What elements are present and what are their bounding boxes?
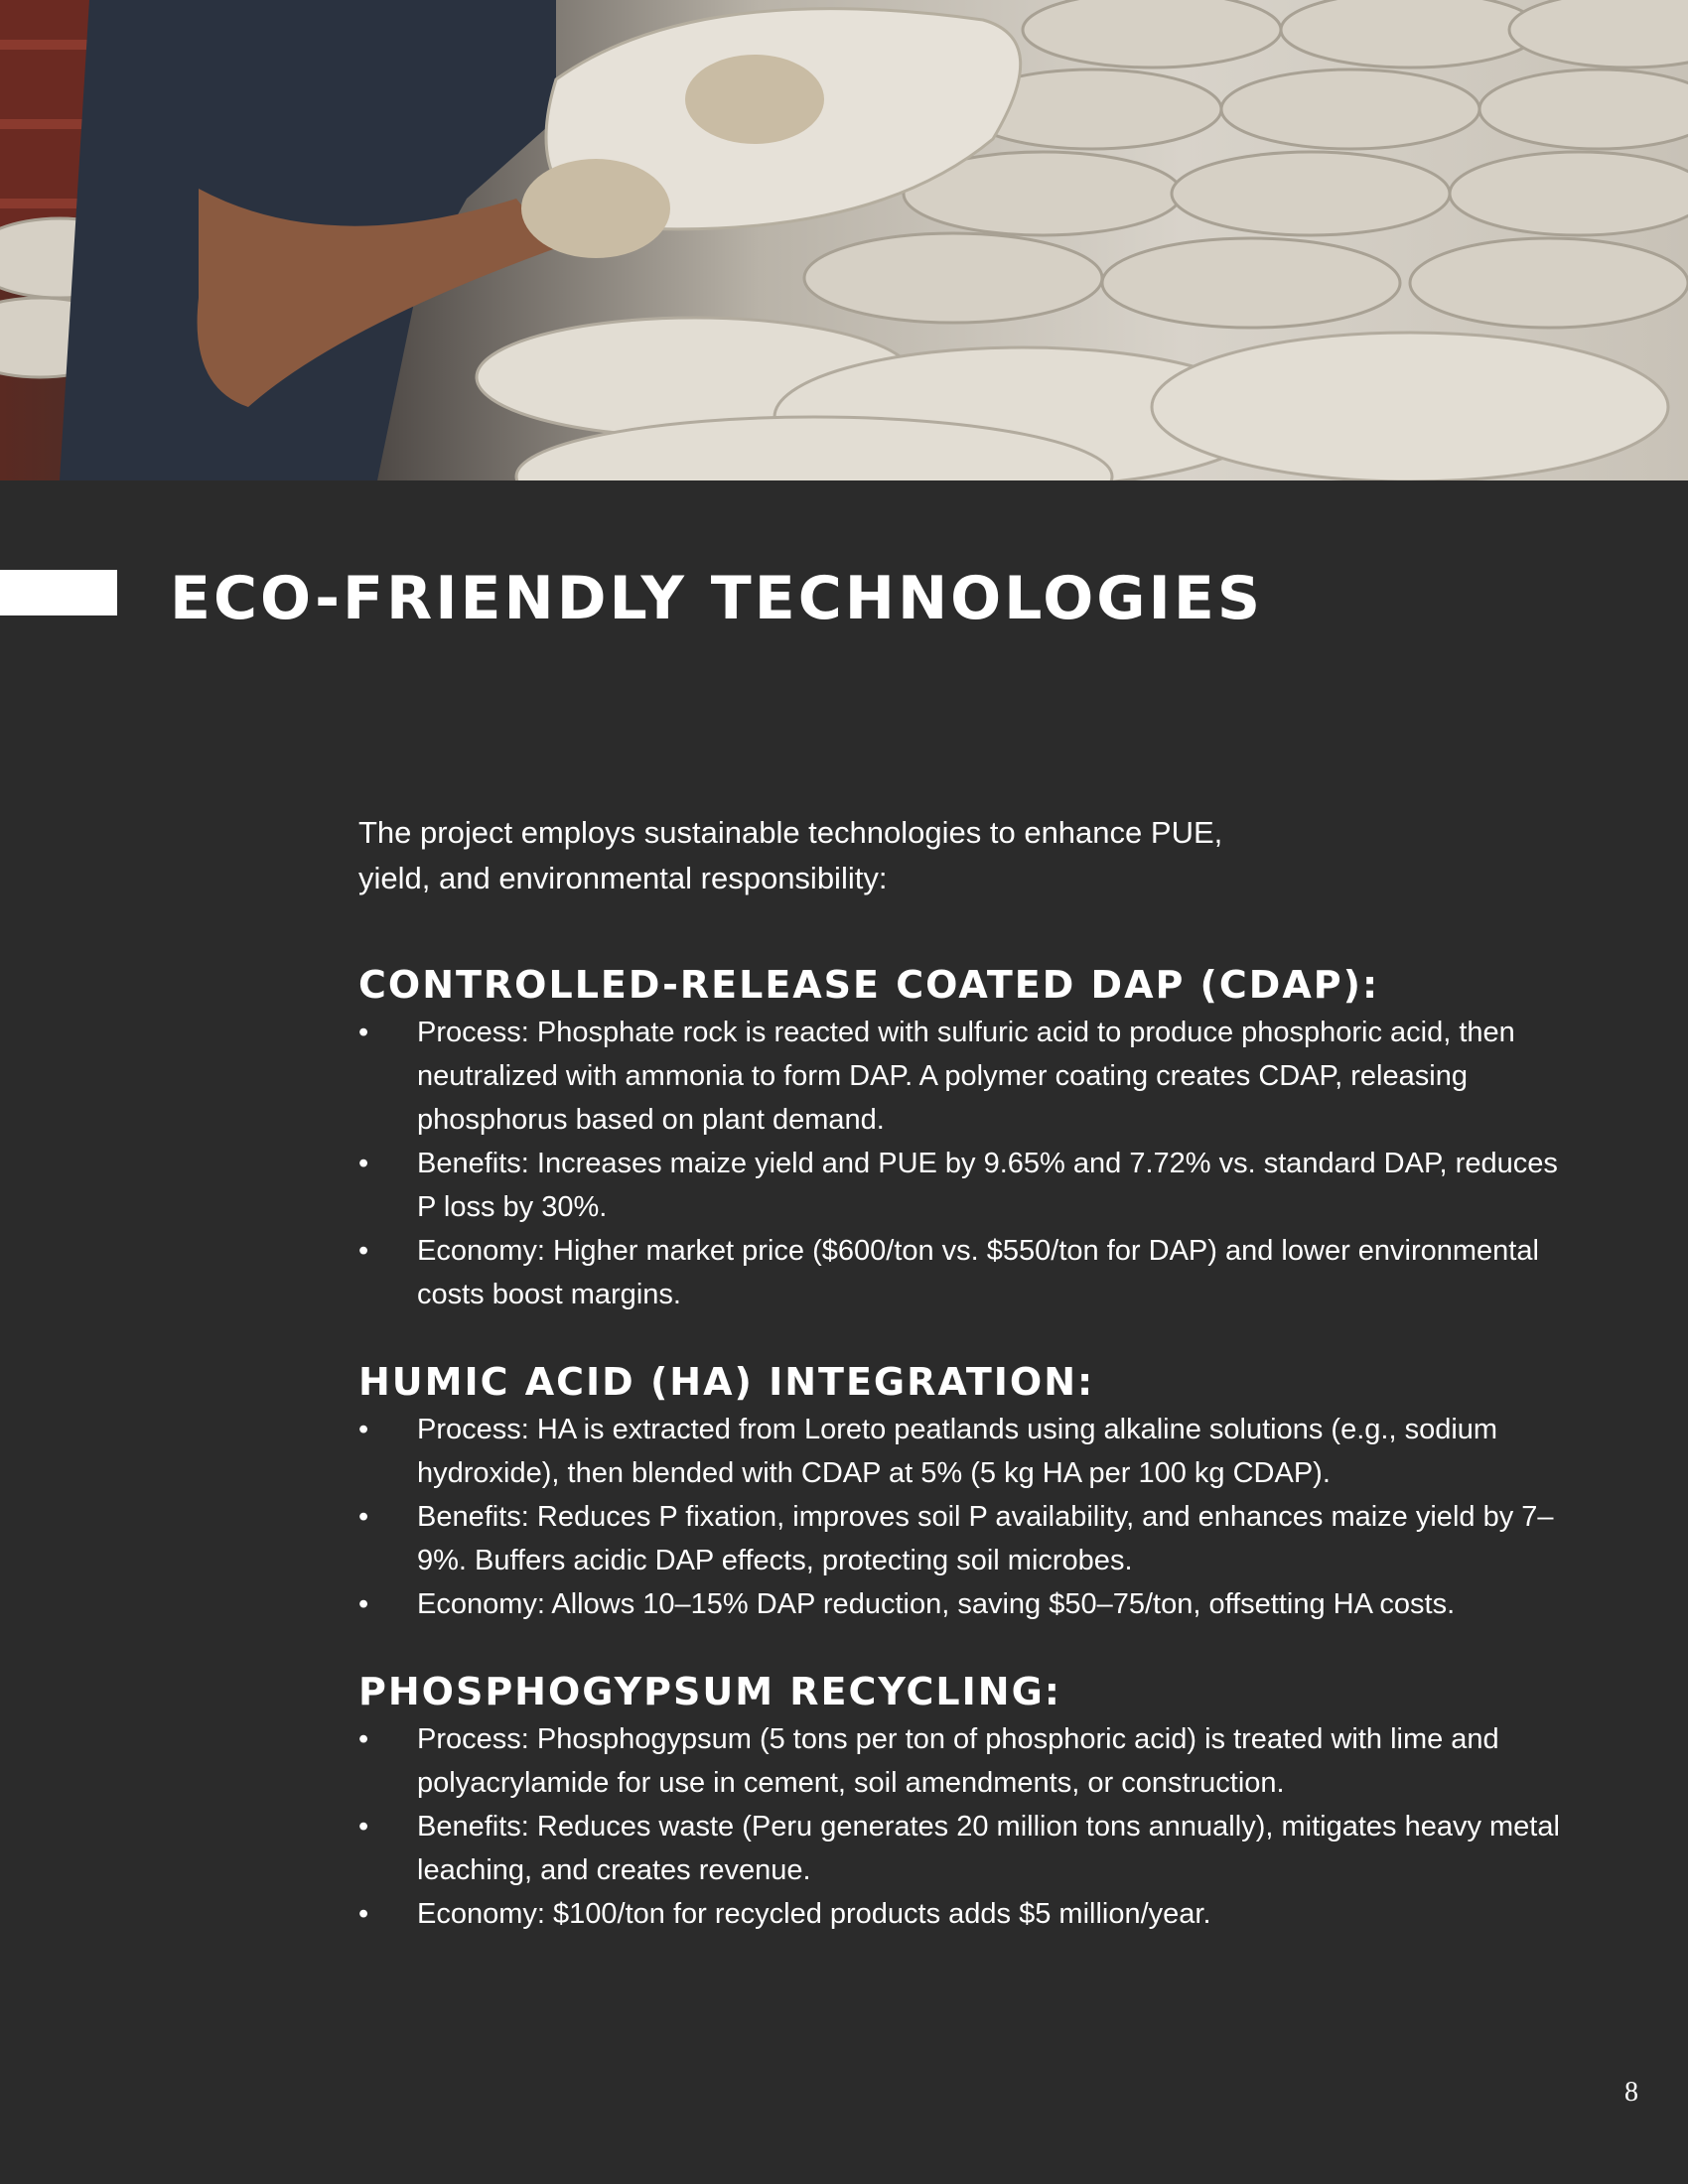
bullet-text: Process: Phosphogypsum (5 tons per ton of phosphoric acid) is treated with lime and polyacrylamide for use in cement, soil amendments, or construction. bbox=[417, 1723, 1499, 1799]
bullet-icon: • bbox=[358, 1588, 369, 1620]
bullet-icon: • bbox=[358, 1501, 369, 1533]
bullet-text: Economy: $100/ton for recycled products adds $5 million/year. bbox=[417, 1898, 1211, 1930]
list-item bbox=[358, 1229, 1569, 1316]
bullet-icon: • bbox=[358, 1148, 369, 1179]
bullet-icon: • bbox=[358, 1235, 369, 1267]
section-heading: PHOSPHOGYPSUM RECYCLING: bbox=[358, 1670, 1061, 1713]
page-title: ECO-FRIENDLY TECHNOLOGIES bbox=[170, 564, 1264, 633]
bullet-icon: • bbox=[358, 1017, 369, 1048]
bullet-text: Benefits: Reduces P fixation, improves soil P availability, and enhances maize yield by 7–9%. Buffers acidic DAP effects, protecting soil microbes. bbox=[417, 1501, 1554, 1576]
glove-shape bbox=[521, 159, 670, 258]
section-cdap bbox=[358, 961, 1558, 1316]
list-item bbox=[358, 1408, 1569, 1495]
bullet-text: Process: Phosphate rock is reacted with sulfuric acid to produce phosphoric acid, then neutralized with ammonia to form DAP. A polymer coating creates CDAP, releasing phosphorus based on plant demand. bbox=[417, 1017, 1515, 1136]
fertilizer-sack-illustration bbox=[0, 0, 1688, 480]
bullet-list bbox=[358, 1408, 1554, 1626]
bullet-list bbox=[358, 1011, 1558, 1316]
list-item bbox=[358, 1717, 1569, 1805]
bullet-text: Economy: Higher market price ($600/ton vs. $550/ton for DAP) and lower environmental costs boost margins. bbox=[417, 1235, 1539, 1310]
list-item bbox=[358, 1582, 1569, 1626]
bullet-icon: • bbox=[358, 1811, 369, 1843]
list-item bbox=[358, 1011, 1569, 1142]
bullet-icon: • bbox=[358, 1898, 369, 1930]
bullet-list bbox=[358, 1717, 1560, 1936]
title-accent-bar bbox=[0, 570, 117, 615]
bullet-icon: • bbox=[358, 1414, 369, 1445]
list-item bbox=[358, 1805, 1569, 1892]
list-item bbox=[358, 1142, 1569, 1229]
bullet-text: Benefits: Increases maize yield and PUE by 9.65% and 7.72% vs. standard DAP, reduces P loss by 30%. bbox=[417, 1148, 1558, 1223]
section-heading: CONTROLLED-RELEASE COATED DAP (CDAP): bbox=[358, 963, 1380, 1007]
bullet-text: Benefits: Reduces waste (Peru generates 20 million tons annually), mitigates heavy metal leaching, and creates revenue. bbox=[417, 1811, 1560, 1886]
section-phosphogypsum bbox=[358, 1668, 1560, 1936]
section-humic-acid bbox=[358, 1358, 1554, 1626]
list-item bbox=[358, 1892, 1569, 1936]
section-heading: HUMIC ACID (HA) INTEGRATION: bbox=[358, 1360, 1095, 1404]
hero-photo bbox=[0, 0, 1688, 480]
page-number: 8 bbox=[1624, 2077, 1638, 2108]
main-content bbox=[358, 810, 1560, 1978]
list-item bbox=[358, 1495, 1569, 1582]
bullet-icon: • bbox=[358, 1723, 369, 1755]
bullet-text: Economy: Allows 10–15% DAP reduction, saving $50–75/ton, offsetting HA costs. bbox=[417, 1588, 1456, 1620]
bullet-text: Process: HA is extracted from Loreto peatlands using alkaline solutions (e.g., sodium hydroxide), then blended with CDAP at 5% (5 kg HA per 100 kg CDAP). bbox=[417, 1414, 1498, 1489]
intro-paragraph: The project employs sustainable technologies to enhance PUE, yield, and environmental responsibility: bbox=[358, 815, 1223, 895]
